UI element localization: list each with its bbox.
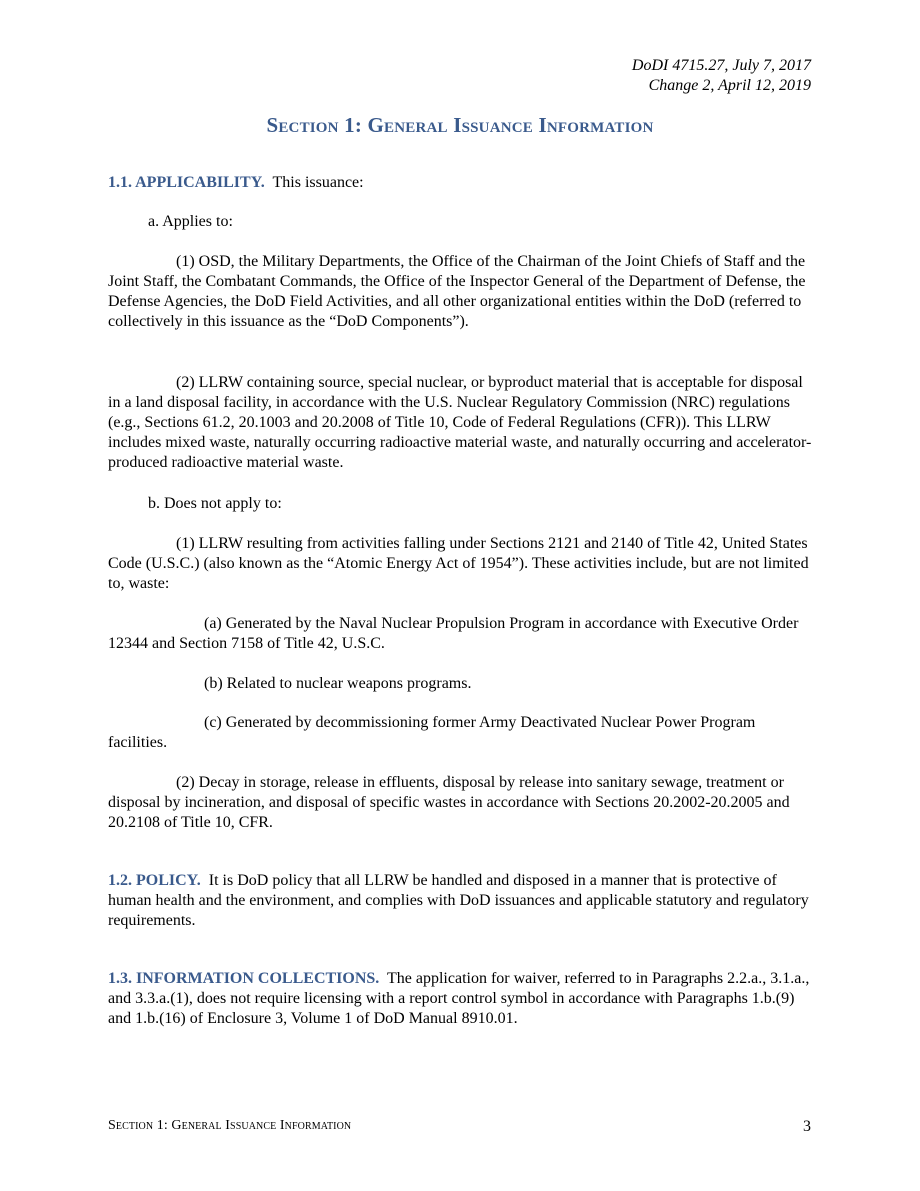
does-not-apply-item-1c: (c) Generated by decommissioning former Army Deactivated Nuclear Power Program facilities. [108,714,756,751]
does-not-apply-label: b. Does not apply to: [148,495,282,512]
applies-to-item-1: (1) OSD, the Military Departments, the Office of the Chairman of the Joint Chiefs of Staff and the Joint Staff, the Combatant Commands, the Office of the Inspector General of the Department of Defense, the Defense Agencies, the DoD Field Activities, and all other organizational entities within the DoD (referred to collectively in this issuance as the “DoD Components”). [108,253,806,330]
policy-text: It is DoD policy that all LLRW be handled and disposed in a manner that is protective of human health and the environment, and complies with DoD issuances and applicable statutory and regulatory requirements. [108,872,813,929]
paragraph-1-1-b-1-c [108,713,812,753]
applies-to-item-2: (2) LLRW containing source, special nuclear, or byproduct material that is acceptable for disposal in a land disposal facility, in accordance with the U.S. Nuclear Regulatory Commission (NRC) regulations (e.g., Sections 61.2, 20.1003 and 20.2008 of Title 10, Code of Federal Regulations (CFR)). This LLRW includes mixed waste, naturally occurring radioactive material waste, and naturally occurring and accelerator-produced radioactive material waste. [108,374,812,471]
heading-information-collections: 1.3. INFORMATION COLLECTIONS. [108,970,380,987]
paragraph-1-1-b [108,494,812,514]
paragraph-1-1-b-1 [108,534,812,594]
does-not-apply-item-2: (2) Decay in storage, release in effluents, disposal by release into sanitary sewage, treatment or disposal by incineration, and disposal of specific wastes in accordance with Sections 20.2002-20.2005 and 20.2108 of Title 10, CFR. [108,774,790,831]
section-title: Section 1: General Issuance Information [266,113,654,137]
does-not-apply-item-1: (1) LLRW resulting from activities falling under Sections 2121 and 2140 of Title 42, United States Code (U.S.C.) (also known as the “Atomic Energy Act of 1954”). These activities include, but are not limited to, waste: [108,535,809,592]
footer-section-title: Section 1: General Issuance Information [108,1118,352,1133]
does-not-apply-item-1b: (b) Related to nuclear weapons programs. [204,675,472,692]
paragraph-1-1-b-1-a [108,614,812,654]
document-header [632,56,811,96]
header-change-date: Change 2, April 12, 2019 [648,77,811,94]
paragraph-1-1-a-2 [108,373,812,473]
applicability-intro: This issuance: [264,174,364,191]
applies-to-label: a. Applies to: [148,213,233,230]
heading-applicability: 1.1. APPLICABILITY. [108,174,265,191]
page-number: 3 [803,1118,811,1135]
heading-policy: 1.2. POLICY. [108,872,201,889]
paragraph-1-3 [108,969,812,1029]
information-collections-text: The application for waiver, referred to in Paragraphs 2.2.a., 3.1.a., and 3.3.a.(1), does not require licensing with a report control symbol in accordance with Paragraphs 1.b.(9) and 1.b.(16) of Enclosure 3, Volume 1 of DoD Manual 8910.01. [108,970,814,1027]
does-not-apply-item-1a: (a) Generated by the Naval Nuclear Propulsion Program in accordance with Executive Order 12344 and Section 7158 of Title 42, U.S.C. [108,615,799,652]
paragraph-1-1-a [108,212,812,232]
header-issuance-date: DoDI 4715.27, July 7, 2017 [631,57,811,74]
paragraph-1-1 [108,173,812,193]
paragraph-1-1-b-2 [108,773,812,833]
paragraph-1-2 [108,871,812,931]
paragraph-1-1-a-1 [108,252,812,332]
paragraph-1-1-b-1-b [108,674,812,694]
